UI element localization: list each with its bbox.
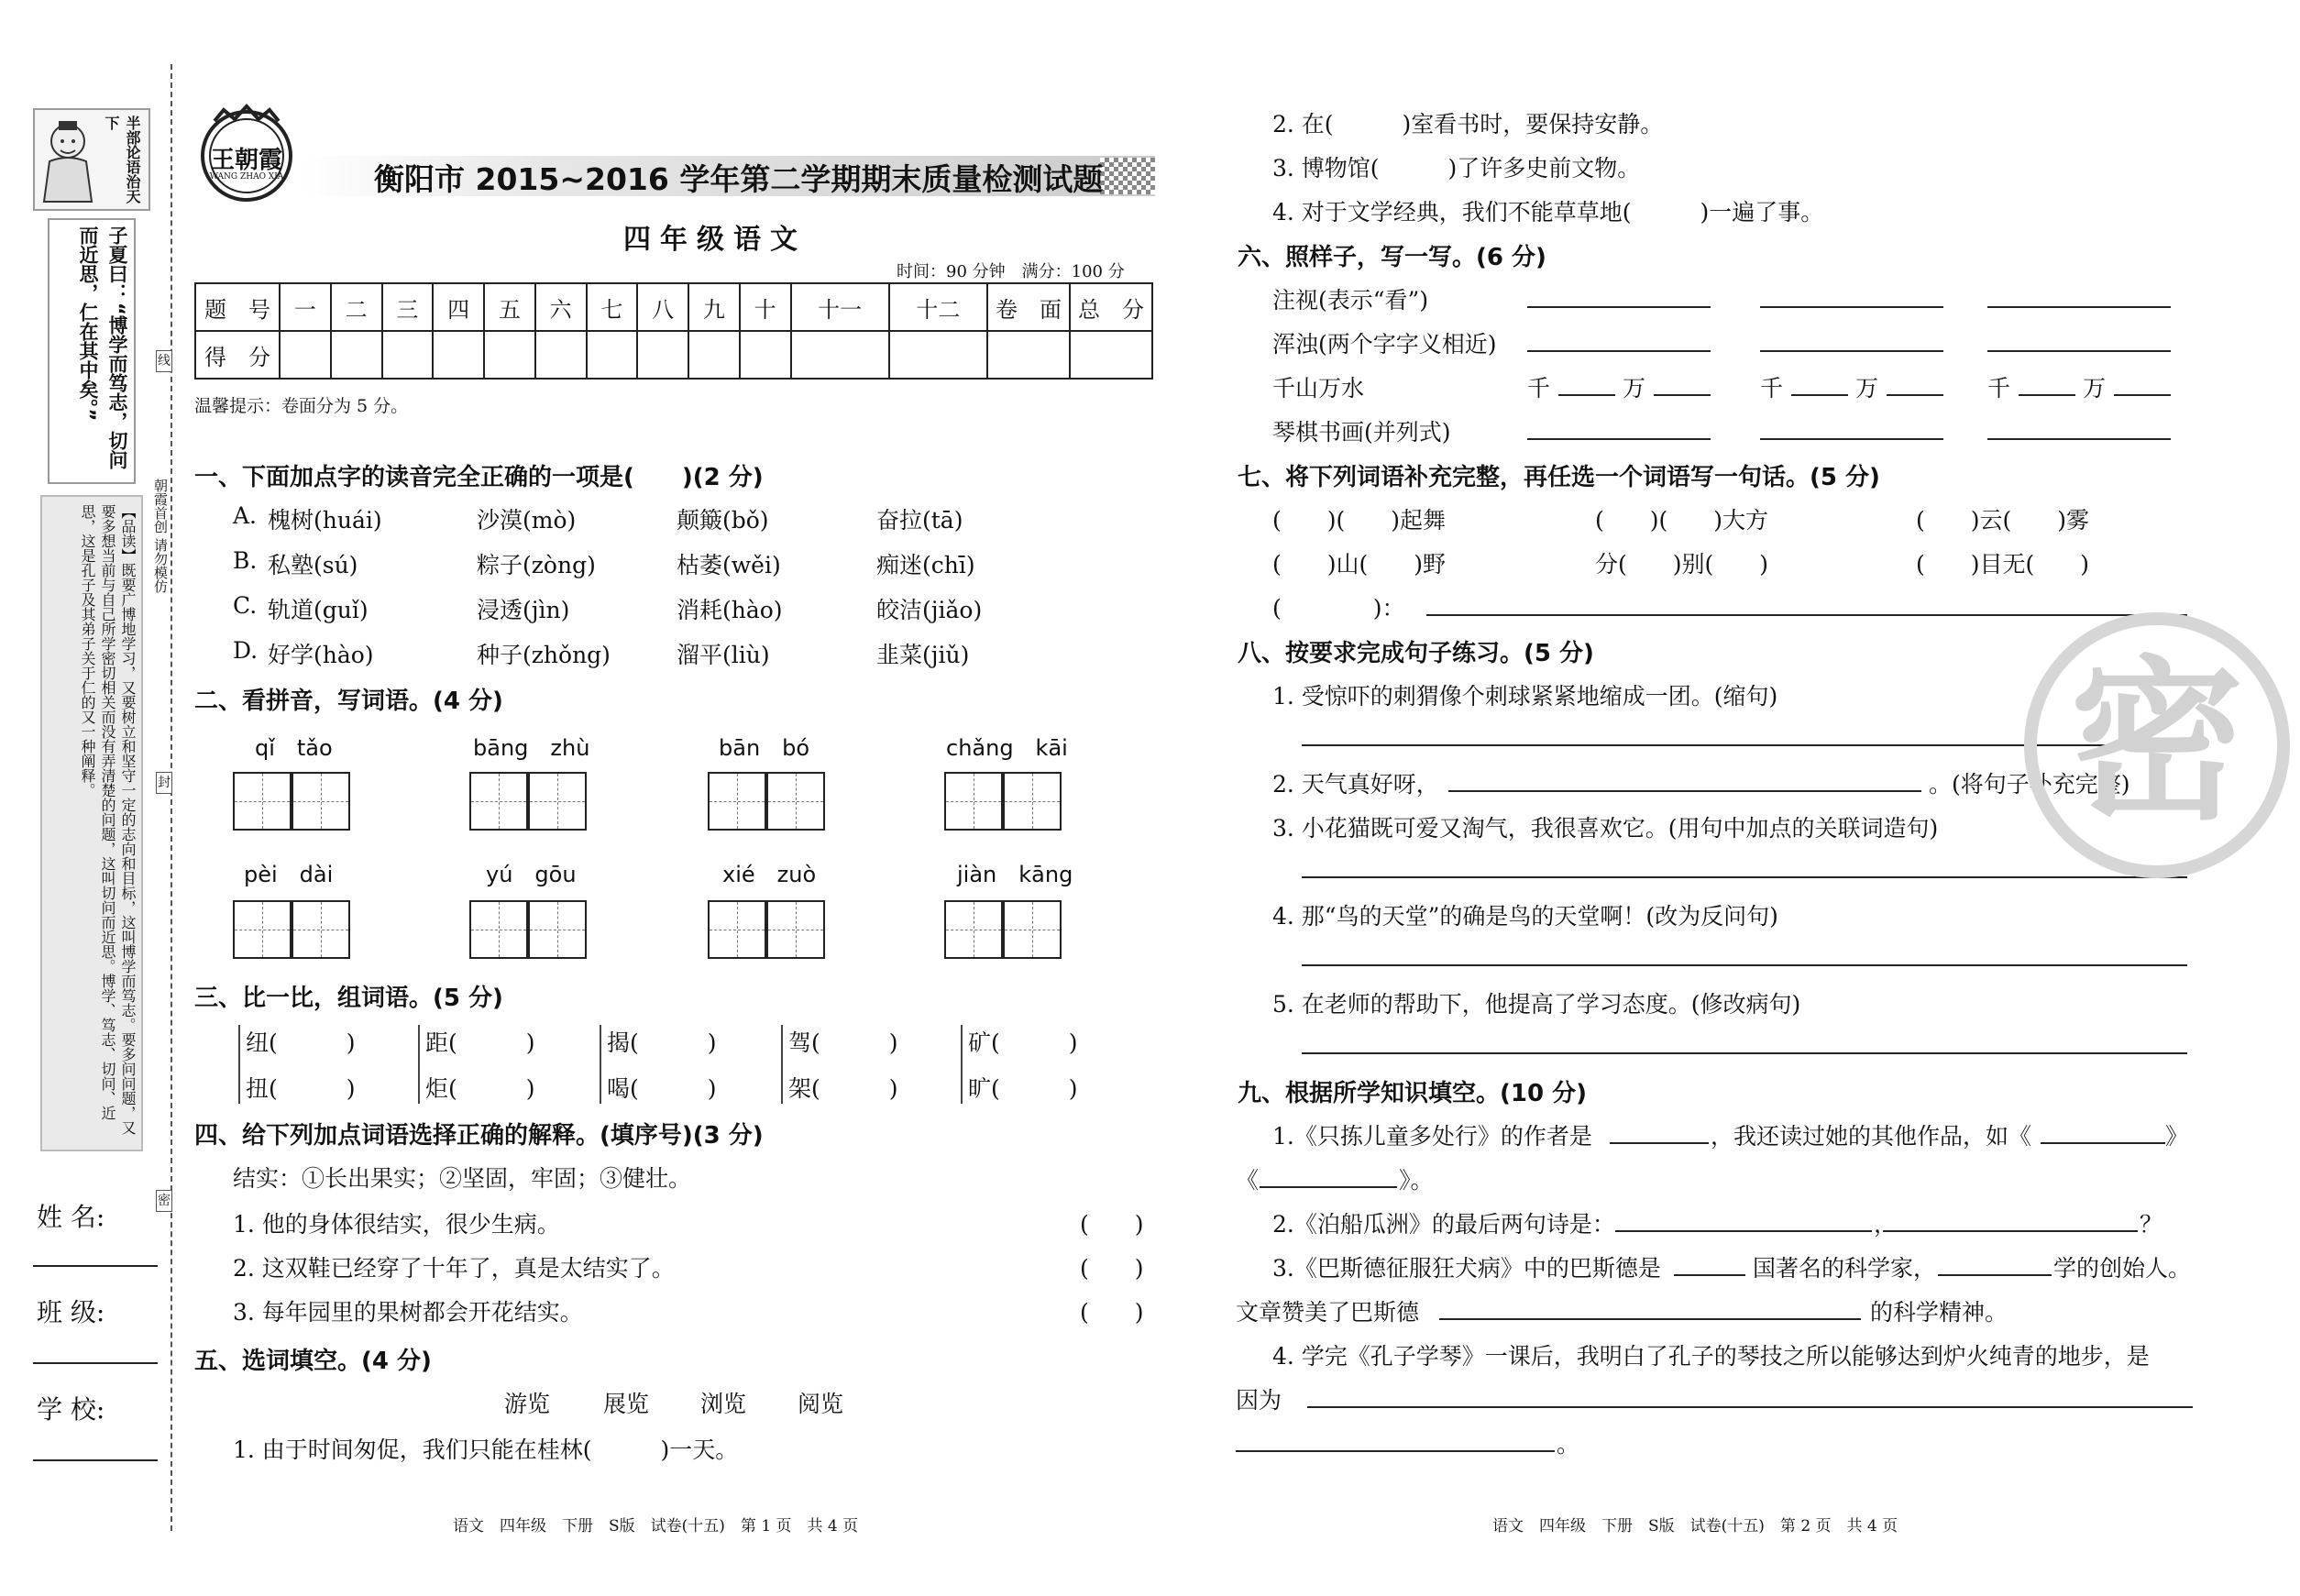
- score-col: 十一: [791, 283, 889, 331]
- confucius-cartoon-icon: [37, 114, 101, 205]
- section-5-title: 五、选词填空。(4 分): [194, 1348, 432, 1375]
- qian-char: 千: [1987, 375, 2011, 402]
- score-col: 八: [637, 283, 688, 331]
- s9-q4c: 。: [1557, 1431, 1580, 1458]
- score-cell[interactable]: [688, 331, 740, 379]
- char-box[interactable]: [528, 900, 587, 959]
- s1-d-w1: 好学(hào): [268, 642, 374, 668]
- tip: 温馨提示：卷面分为 5 分。: [194, 396, 409, 416]
- score-cell[interactable]: [433, 331, 484, 379]
- char-box[interactable]: [233, 772, 292, 831]
- compare-word: 矿( ): [968, 1029, 1078, 1056]
- char-box[interactable]: [528, 772, 587, 831]
- s6-blank[interactable]: [1791, 394, 1848, 396]
- pinyin: qǐ tǎo: [255, 735, 333, 761]
- s9-blank[interactable]: [1439, 1318, 1861, 1320]
- score-cell[interactable]: [740, 331, 791, 379]
- s9-blank[interactable]: [1610, 1142, 1709, 1144]
- s1-c-label: C.: [233, 592, 258, 619]
- sidebar-header-box: [33, 108, 150, 211]
- brace: [961, 1025, 963, 1104]
- s9-blank[interactable]: [1674, 1274, 1745, 1276]
- s1-a-w4: 奋拉(tā): [876, 507, 963, 534]
- score-table-row2-label: 得 分: [195, 331, 280, 379]
- score-table-header-row: [195, 283, 1152, 331]
- score-cell[interactable]: [1070, 331, 1152, 379]
- score-table: [194, 282, 1153, 380]
- s9-q3b: 国著名的科学家，: [1753, 1255, 1937, 1282]
- s6-blank[interactable]: [1760, 350, 1943, 352]
- s9-q1d: 《: [1236, 1167, 1260, 1194]
- s9-q3a: 3.《巴斯德征服狂犬病》中的巴斯德是: [1272, 1255, 1661, 1282]
- compare-word: 揭( ): [607, 1029, 717, 1056]
- score-cell[interactable]: [382, 331, 434, 379]
- time-info: 时间：90 分钟 满分：100 分: [897, 262, 1125, 281]
- score-col: 一: [280, 283, 331, 331]
- s5-choice: 游览: [504, 1391, 551, 1417]
- s8-answer-line[interactable]: [1448, 790, 1921, 792]
- score-col: 总 分: [1070, 283, 1152, 331]
- subject-title: 四年级语文: [623, 224, 807, 256]
- binding-mark-1: 线: [156, 350, 172, 372]
- score-col: 九: [688, 283, 740, 331]
- s6-blank[interactable]: [2019, 394, 2075, 396]
- s9-q2b: ，: [1874, 1211, 1898, 1238]
- s1-b-w4: 痴迷(chī): [876, 552, 975, 578]
- score-table-row1-label: 题 号: [195, 283, 280, 331]
- score-col: 六: [535, 283, 587, 331]
- score-cell[interactable]: [637, 331, 688, 379]
- s9-q4a: 4. 学完《孔子学琴》一课后，我明白了孔子的琴技之所以能够达到炉火纯青的地步，是: [1272, 1343, 2150, 1370]
- s6-blank[interactable]: [1527, 350, 1711, 352]
- s8-item-1: 1. 受惊吓的刺猬像个刺球紧紧地缩成一团。(缩句): [1272, 683, 1778, 710]
- qian-char: 千: [1527, 375, 1551, 402]
- page-title: 衡阳市 2015~2016 学年第二学期期末质量检测试题: [374, 161, 1104, 197]
- section-2-title: 二、看拼音，写词语。(4 分): [194, 688, 503, 715]
- char-box[interactable]: [766, 900, 825, 959]
- char-box[interactable]: [766, 772, 825, 831]
- s8-answer-line[interactable]: [1302, 1052, 2187, 1054]
- s8-item-2: 2. 天气真好呀，: [1272, 771, 1439, 798]
- s9-blank[interactable]: [1260, 1186, 1397, 1188]
- series-label: 半部论语治天下: [103, 116, 141, 204]
- score-col: 三: [382, 283, 434, 331]
- wan-char: 万: [1855, 375, 1879, 402]
- pinyin: bāng zhù: [473, 735, 590, 761]
- class-label: 班 级:: [37, 1297, 105, 1327]
- s6-blank[interactable]: [1760, 306, 1943, 308]
- s9-blank[interactable]: [1938, 1274, 2052, 1276]
- s1-b-w2: 粽子(zòng): [477, 552, 596, 578]
- section-4-title: 四、给下列加点词语选择正确的解释。(填序号)(3 分): [194, 1122, 764, 1150]
- compare-word: 驾( ): [788, 1029, 898, 1056]
- s1-c-w4: 皎洁(jiǎo): [876, 597, 983, 623]
- name-field[interactable]: [33, 1265, 158, 1267]
- s6-blank[interactable]: [1527, 306, 1711, 308]
- s1-d-w3: 溜平(liù): [677, 642, 770, 668]
- pinyin: chǎng kāi: [946, 735, 1068, 761]
- score-cell[interactable]: [987, 331, 1070, 379]
- s7-idiom: ( )目无( ): [1916, 551, 2090, 578]
- class-field[interactable]: [33, 1362, 158, 1364]
- s7-idiom: ( )( )大方: [1595, 507, 1769, 534]
- score-col: 四: [433, 283, 484, 331]
- char-box[interactable]: [1003, 772, 1062, 831]
- brand-text: 王朝霞: [210, 147, 282, 174]
- wan-char: 万: [2083, 375, 2107, 402]
- sidebar-commentary: 【品读】既要广博地学习，又要树立和坚守一定的志向和目标，这叫博学而笃志。要多问问题，又要多想当前与自己所学密切相关而没有弄清楚的问题，这叫切问而近思。博学、笃志、切问、近思，这是孔子及其弟子关于仁的又一种阐释。: [40, 495, 143, 1151]
- score-cell[interactable]: [791, 331, 889, 379]
- binding-mark-2: 封: [156, 772, 172, 794]
- s7-sentence-line[interactable]: [1426, 614, 2187, 616]
- s1-a-w2: 沙漠(mò): [477, 507, 577, 534]
- section-3-title: 三、比一比，组词语。(5 分): [194, 985, 503, 1012]
- s6-row-2: 浑浊(两个字字义相近): [1272, 331, 1497, 358]
- school-field[interactable]: [33, 1459, 158, 1461]
- brand-sub: WANG ZHAO XIA: [209, 172, 284, 182]
- score-cell[interactable]: [889, 331, 987, 379]
- char-box[interactable]: [708, 900, 766, 959]
- score-cell[interactable]: [535, 331, 587, 379]
- s7-idiom: ( )山( )野: [1272, 551, 1447, 578]
- s6-row-3: 千山万水: [1272, 375, 1365, 402]
- s5-item-3: 3. 博物馆( )了许多史前文物。: [1272, 155, 1641, 182]
- pinyin: jiàn kāng: [957, 862, 1073, 887]
- pinyin: bān bó: [719, 735, 810, 761]
- char-box[interactable]: [708, 772, 766, 831]
- brace: [238, 1025, 240, 1104]
- s4-item-3: 3. 每年园里的果树都会开花结实。: [233, 1299, 583, 1326]
- qian-char: 千: [1760, 375, 1784, 402]
- s1-a-label: A.: [233, 502, 258, 529]
- s9-q4b: 因为: [1236, 1387, 1282, 1414]
- s5-choice: 浏览: [700, 1391, 747, 1417]
- s6-blank[interactable]: [1987, 438, 2171, 440]
- s4-answer-3[interactable]: ( ): [1080, 1299, 1144, 1326]
- s9-blank[interactable]: [1236, 1450, 1555, 1452]
- s6-row-1: 注视(表示“看”): [1272, 287, 1429, 314]
- s6-blank[interactable]: [2114, 394, 2171, 396]
- char-box[interactable]: [469, 900, 528, 959]
- s1-c-w3: 消耗(hào): [677, 597, 783, 623]
- s9-q2a: 2.《泊船瓜洲》的最后两句诗是：: [1272, 1211, 1615, 1238]
- brace: [418, 1025, 420, 1104]
- s6-blank[interactable]: [1987, 350, 2171, 352]
- s4-answer-1[interactable]: ( ): [1080, 1211, 1144, 1238]
- compare-word: 喝( ): [607, 1075, 717, 1102]
- char-box[interactable]: [292, 772, 350, 831]
- char-box[interactable]: [233, 900, 292, 959]
- s6-blank[interactable]: [1654, 394, 1711, 396]
- copyright-note: 朝霞首创 请勿模仿: [152, 479, 169, 593]
- score-col: 七: [587, 283, 638, 331]
- score-col: 卷 面: [987, 283, 1070, 331]
- school-label: 学 校:: [37, 1394, 105, 1425]
- section-1-title: 一、下面加点字的读音完全正确的一项是( )(2 分): [194, 464, 764, 491]
- s9-q2c: ？: [2140, 1211, 2163, 1238]
- s5-choice: 展览: [603, 1391, 650, 1417]
- score-cell[interactable]: [484, 331, 535, 379]
- s8-answer-line[interactable]: [1302, 876, 2187, 878]
- s9-q3e: 的科学精神。: [1870, 1299, 2008, 1326]
- s1-a-w3: 颠簸(bǒ): [677, 507, 769, 534]
- s6-blank[interactable]: [1987, 306, 2171, 308]
- s4-item-2: 2. 这双鞋已经穿了十年了，真是太结实了。: [233, 1255, 675, 1282]
- s1-b-label: B.: [233, 547, 258, 574]
- s9-q3c: 学的创始人。: [2053, 1255, 2192, 1282]
- score-cell[interactable]: [587, 331, 638, 379]
- pinyin: pèi dài: [244, 862, 334, 887]
- s9-q1b: ，我还读过她的其他作品，如《: [1711, 1123, 2032, 1150]
- s9-q1e: 》。: [1399, 1167, 1434, 1194]
- checker-decoration: [1100, 158, 1155, 194]
- s1-c-w1: 轨道(guǐ): [268, 597, 369, 623]
- s1-b-w1: 私塾(sú): [268, 552, 358, 578]
- score-cell[interactable]: [280, 331, 331, 379]
- s1-b-w3: 枯萎(wěi): [677, 552, 781, 578]
- section-7-title: 七、将下列词语补充完整，再任选一个词语写一句话。(5 分): [1238, 464, 1880, 491]
- pinyin: yú gōu: [486, 862, 577, 887]
- footer-right: 语文 四年级 下册 S版 试卷(十五) 第 2 页 共 4 页: [1492, 1517, 1898, 1535]
- sidebar-quote: 子夏曰：“博学而笃志，切问而近思，仁在其中矣。”: [48, 218, 136, 484]
- pinyin: xié zuò: [722, 862, 817, 887]
- s9-blank[interactable]: [1307, 1406, 2193, 1408]
- s6-blank[interactable]: [1887, 394, 1943, 396]
- s5-choice: 阅览: [798, 1391, 844, 1417]
- section-6-title: 六、照样子，写一写。(6 分): [1238, 244, 1546, 271]
- s1-d-label: D.: [233, 637, 259, 664]
- s7-idiom: 分( )别( ): [1595, 551, 1769, 578]
- s7-idiom: ( )( )起舞: [1272, 507, 1447, 534]
- compare-word: 旷( ): [968, 1075, 1078, 1102]
- compare-word: 扭( ): [246, 1075, 356, 1102]
- s8-item-3: 3. 小花猫既可爱又淘气，我很喜欢它。(用句中加点的关联词造句): [1272, 815, 1939, 842]
- s9-blank[interactable]: [2041, 1142, 2165, 1144]
- s1-c-w2: 浸透(jìn): [477, 597, 570, 623]
- s1-d-w2: 种子(zhǒng): [477, 642, 611, 668]
- brace: [600, 1025, 601, 1104]
- s8-item-4: 4. 那“鸟的天堂”的确是鸟的天堂啊！(改为反问句): [1272, 903, 1778, 930]
- s6-row-4: 琴棋书画(并列式): [1272, 419, 1451, 446]
- brace: [781, 1025, 783, 1104]
- s1-d-w4: 韭菜(jiǔ): [876, 642, 970, 668]
- s4-answer-2[interactable]: ( ): [1080, 1255, 1144, 1282]
- char-box[interactable]: [292, 900, 350, 959]
- s4-item-1: 1. 他的身体很结实，很少生病。: [233, 1211, 560, 1238]
- s9-q1a: 1.《只拣儿童多处行》的作者是: [1272, 1123, 1592, 1150]
- s6-blank[interactable]: [1558, 394, 1615, 396]
- section-8-title: 八、按要求完成句子练习。(5 分): [1238, 640, 1594, 667]
- wan-char: 万: [1623, 375, 1646, 402]
- s8-item-2-suffix: 。(将句子补充完整): [1929, 771, 2130, 798]
- secret-stamp: [2024, 612, 2290, 878]
- s5-item-2: 2. 在( )室看书时，要保持安静。: [1272, 111, 1664, 138]
- s7-idiom: ( )云( )雾: [1916, 507, 2090, 534]
- score-col: 二: [331, 283, 382, 331]
- score-table-score-row: [195, 331, 1152, 379]
- logo: [196, 103, 297, 204]
- s6-blank[interactable]: [1760, 438, 1943, 440]
- s9-q1c: 》: [2165, 1123, 2189, 1150]
- stamp-char: 密: [2069, 641, 2244, 843]
- compare-word: 距( ): [425, 1029, 535, 1056]
- compare-word: 炬( ): [425, 1075, 535, 1102]
- s9-blank[interactable]: [1615, 1230, 1872, 1232]
- compare-word: 纽( ): [246, 1029, 356, 1056]
- s9-blank[interactable]: [1883, 1230, 2138, 1232]
- s1-a-w1: 槐树(huái): [268, 507, 382, 534]
- s6-blank[interactable]: [1527, 438, 1711, 440]
- binding-line: [171, 64, 172, 1531]
- compare-word: 架( ): [788, 1075, 898, 1102]
- char-box[interactable]: [469, 772, 528, 831]
- s8-answer-line[interactable]: [1302, 964, 2187, 966]
- char-box[interactable]: [944, 900, 1003, 959]
- s8-item-5: 5. 在老师的帮助下，他提高了学习态度。(修改病句): [1272, 991, 1801, 1018]
- footer-left: 语文 四年级 下册 S版 试卷(十五) 第 1 页 共 4 页: [453, 1517, 859, 1535]
- char-box[interactable]: [944, 772, 1003, 831]
- s4-definition: 结实：①长出果实；②坚固，牢固；③健壮。: [233, 1165, 692, 1192]
- s5-item-1: 1. 由于时间匆促，我们只能在桂林( )一天。: [233, 1436, 739, 1463]
- s9-q3d: 文章赞美了巴斯德: [1236, 1299, 1420, 1326]
- char-box[interactable]: [1003, 900, 1062, 959]
- score-col: 十: [740, 283, 791, 331]
- score-cell[interactable]: [331, 331, 382, 379]
- name-label: 姓 名:: [37, 1202, 105, 1232]
- s7-sentence-prefix: ( )：: [1272, 595, 1405, 622]
- s5-item-4: 4. 对于文学经典，我们不能草草地( )一遍了事。: [1272, 199, 1824, 226]
- section-9-title: 九、根据所学知识填空。(10 分): [1238, 1080, 1587, 1107]
- score-col: 十二: [889, 283, 987, 331]
- score-col: 五: [484, 283, 535, 331]
- binding-mark-3: 密: [156, 1190, 172, 1212]
